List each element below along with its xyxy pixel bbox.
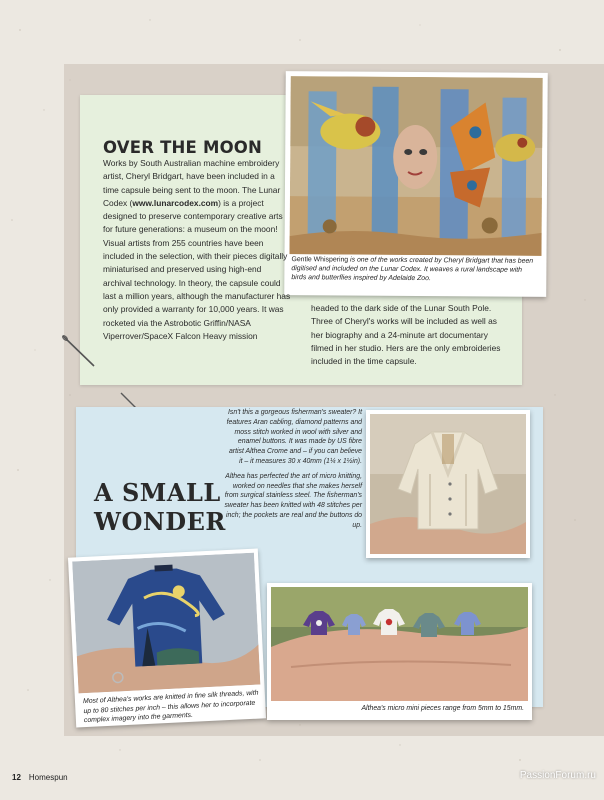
sweater-paragraph-2: Althea has perfected the art of micro knitting, worked on needles that she makes herself from surgical stainless steel. The fisherman's sweater has been knitted with 48 stitches per inch; the pockets are real and the buttons do up. [224,472,362,529]
sweater-paragraph-1: Isn't this a gorgeous fisherman's sweater? It features Aran cabling, diamond patterns and moss stitch worked in wool with silver and enamel buttons. It was made by US fibre artist Althea Crome and – if you can believe it – it measures 30 x 40mm (1¼ x 1½in). [226,409,362,465]
caption-artwork-text: is one of the works created by Cheryl Bridgart that has been digitised and included on the Lunar Codex. It weaves a rural landscape with birds and butterflies inspired by Adelaide Zoo. [291,256,534,283]
artwork-caption [291,256,537,285]
col1-text-a: Works by South Australian machine embroidery artist, Cheryl Bridgart, have been included in a time capsule being sent to the moon. The Lunar Codex ( [103,158,281,208]
micro-mini-pieces-photo-frame [267,583,532,720]
lunar-codex-link: www.lunarcodex.com [132,197,219,208]
section-title-over-the-moon: OVER THE MOON [103,138,263,157]
starry-night-sweater-image [72,553,260,694]
embroidery-artwork-image [290,76,543,256]
col1-text-b: ) is a project designed to preserve contemporary creative arts for future generations: a museum on the moon! Visual artists from 255 countries have been included in the selection, with their pieces digitally miniaturised and preserved using high-end archival technology. In theory, the capsule could last a million years, although the manufacturer has only provided a warranty for 10,000 years. It was rocketed via the Astrobotic Griffin/NASA Viperrover/SpaceX Falcon Heavy mission [103,197,291,341]
section-title-small-wonder: A SMALL WONDER [94,478,226,536]
micro-mini-caption: Althea's micro mini pieces range from 5mm to 15mm. [361,705,524,712]
micro-mini-sweaters-image [271,587,528,701]
caption-artwork-title: Gentle Whispering [291,256,349,264]
magazine-name: Homespun [28,773,68,782]
fisherman-sweater-image [370,414,526,554]
silk-threads-caption: Most of Althea's works are knitted in fine silk threads, with up to 80 stitches per inch – this allows her to incorporate complex imagery into the garments. [82,689,259,725]
page-number: 12 [12,773,21,782]
watermark: PassionForum.ru [519,770,596,781]
article-column-1 [103,157,291,343]
fisherman-sweater-photo-frame [366,410,530,558]
gentle-whispering-photo-frame [284,71,548,297]
needle-icon [60,332,100,372]
page-folio [12,773,68,782]
starry-night-sweater-photo-frame [68,548,266,727]
article-column-2: headed to the dark side of the Lunar South Pole. Three of Cheryl's works will be included as well as her biography and a 24-minute art documentary filmed in her studio. Hers are the only embroideries included in the time capsule. [311,303,501,367]
fisherman-sweater-text [224,408,362,536]
